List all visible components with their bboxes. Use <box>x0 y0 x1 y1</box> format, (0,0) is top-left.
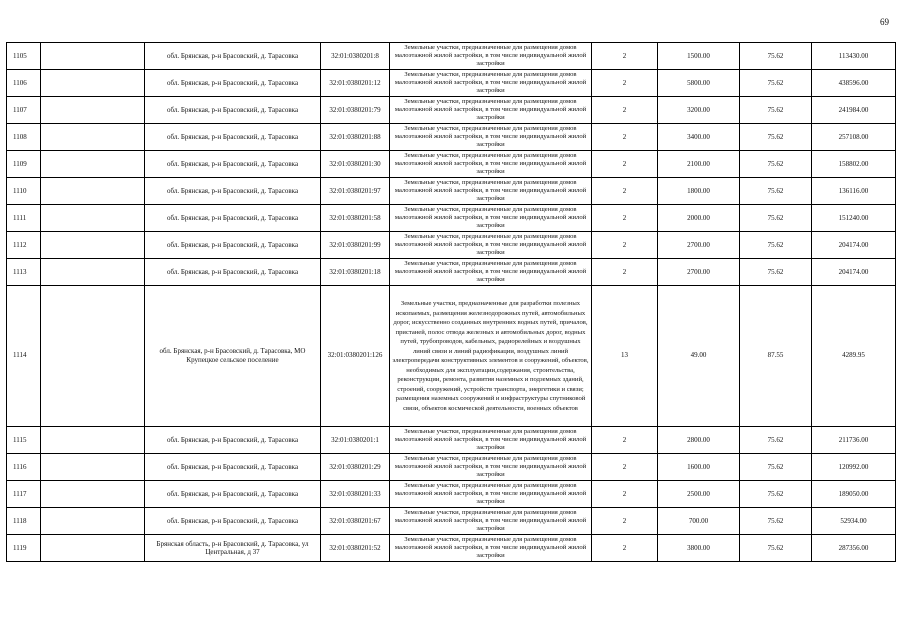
rate-cell: 75.62 <box>740 97 812 124</box>
table-row <box>7 43 896 70</box>
empty-cell <box>41 151 145 178</box>
address-cell: обл. Брянская, р-н Брасовский, д. Тарасовка <box>145 178 321 205</box>
table-row <box>7 178 896 205</box>
address-cell: обл. Брянская, р-н Брасовский, д. Тарасовка, МО Крупецкое сельское поселение <box>145 286 321 427</box>
registry-table <box>6 42 896 562</box>
group-cell: 2 <box>592 454 658 481</box>
group-cell: 2 <box>592 43 658 70</box>
area-cell: 2500.00 <box>658 481 740 508</box>
empty-cell <box>41 259 145 286</box>
area-cell: 3400.00 <box>658 124 740 151</box>
area-cell: 3200.00 <box>658 97 740 124</box>
row-number-cell: 1111 <box>7 205 41 232</box>
land-use-cell: Земельные участки, предназначенные для размещения домов малоэтажной жилой застройки, в том числе индивидуальной жилой застройки <box>390 454 592 481</box>
area-cell: 2800.00 <box>658 427 740 454</box>
address-cell: обл. Брянская, р-н Брасовский, д. Тарасовка <box>145 481 321 508</box>
group-cell: 2 <box>592 97 658 124</box>
empty-cell <box>41 454 145 481</box>
value-cell: 257108.00 <box>812 124 896 151</box>
value-cell: 151240.00 <box>812 205 896 232</box>
empty-cell <box>41 124 145 151</box>
empty-cell <box>41 43 145 70</box>
group-cell: 2 <box>592 124 658 151</box>
row-number-cell: 1110 <box>7 178 41 205</box>
rate-cell: 75.62 <box>740 124 812 151</box>
cadastral-number-cell: 32:01:0380201:18 <box>321 259 390 286</box>
empty-cell <box>41 481 145 508</box>
area-cell: 2700.00 <box>658 232 740 259</box>
table-row <box>7 454 896 481</box>
rate-cell: 75.62 <box>740 481 812 508</box>
value-cell: 438596.00 <box>812 70 896 97</box>
group-cell: 2 <box>592 481 658 508</box>
group-cell: 2 <box>592 205 658 232</box>
address-cell: обл. Брянская, р-н Брасовский, д. Тарасовка <box>145 508 321 535</box>
table-row <box>7 508 896 535</box>
table-row <box>7 97 896 124</box>
cadastral-number-cell: 32:01:0380201:29 <box>321 454 390 481</box>
cadastral-number-cell: 32:01:0380201:30 <box>321 151 390 178</box>
empty-cell <box>41 205 145 232</box>
rate-cell: 75.62 <box>740 178 812 205</box>
area-cell: 1800.00 <box>658 178 740 205</box>
table-row <box>7 427 896 454</box>
address-cell: обл. Брянская, р-н Брасовский, д. Тарасовка <box>145 97 321 124</box>
empty-cell <box>41 97 145 124</box>
table-row <box>7 286 896 427</box>
land-use-cell: Земельные участки, предназначенные для размещения домов малоэтажной жилой застройки, в том числе индивидуальной жилой застройки <box>390 205 592 232</box>
rate-cell: 75.62 <box>740 535 812 562</box>
table-row <box>7 232 896 259</box>
cadastral-number-cell: 32:01:0380201:99 <box>321 232 390 259</box>
empty-cell <box>41 70 145 97</box>
rate-cell: 75.62 <box>740 232 812 259</box>
rate-cell: 75.62 <box>740 205 812 232</box>
land-use-cell: Земельные участки, предназначенные для размещения домов малоэтажной жилой застройки, в том числе индивидуальной жилой застройки <box>390 427 592 454</box>
land-use-cell: Земельные участки, предназначенные для размещения домов малоэтажной жилой застройки, в том числе индивидуальной жилой застройки <box>390 70 592 97</box>
row-number-cell: 1118 <box>7 508 41 535</box>
address-cell: обл. Брянская, р-н Брасовский, д. Тарасовка <box>145 151 321 178</box>
row-number-cell: 1108 <box>7 124 41 151</box>
empty-cell <box>41 232 145 259</box>
land-use-cell: Земельные участки, предназначенные для разработки полезных ископаемых, размещения железнодорожных путей, автомобильных дорог, искусственно созданных внутренних водных путей, причалов, пристаней, полос отвода железных и автомобильных дорог, водных путей, трубопроводов, кабельных, радиорелейных и воздушных линий связи и линий радиофикации, воздушных линий электропередачи конструктивных элементов и сооружений, объектов, необходимых для эксплуатации,содержания, строительства, реконструкции, ремонта, развития наземных и подземных зданий, строений, сооружений, устройств транспорта, энергетики и связи; размещения наземных сооружений и инфраструктуры спутниковой связи, объектов космической деятельности, военных объектов <box>390 286 592 427</box>
address-cell: обл. Брянская, р-н Брасовский, д. Тарасовка <box>145 454 321 481</box>
group-cell: 2 <box>592 151 658 178</box>
empty-cell <box>41 535 145 562</box>
area-cell: 700.00 <box>658 508 740 535</box>
cadastral-number-cell: 32:01:0380201:8 <box>321 43 390 70</box>
rate-cell: 75.62 <box>740 70 812 97</box>
land-use-cell: Земельные участки, предназначенные для размещения домов малоэтажной жилой застройки, в том числе индивидуальной жилой застройки <box>390 178 592 205</box>
value-cell: 211736.00 <box>812 427 896 454</box>
value-cell: 204174.00 <box>812 232 896 259</box>
rate-cell: 75.62 <box>740 427 812 454</box>
area-cell: 3800.00 <box>658 535 740 562</box>
address-cell: обл. Брянская, р-н Брасовский, д. Тарасовка <box>145 70 321 97</box>
land-use-cell: Земельные участки, предназначенные для размещения домов малоэтажной жилой застройки, в том числе индивидуальной жилой застройки <box>390 259 592 286</box>
address-cell: обл. Брянская, р-н Брасовский, д. Тарасовка <box>145 43 321 70</box>
table-row <box>7 259 896 286</box>
area-cell: 1500.00 <box>658 43 740 70</box>
area-cell: 2100.00 <box>658 151 740 178</box>
cadastral-number-cell: 32:01:0380201:67 <box>321 508 390 535</box>
area-cell: 1600.00 <box>658 454 740 481</box>
group-cell: 13 <box>592 286 658 427</box>
row-number-cell: 1106 <box>7 70 41 97</box>
address-cell: обл. Брянская, р-н Брасовский, д. Тарасовка <box>145 232 321 259</box>
cadastral-number-cell: 32:01:0380201:58 <box>321 205 390 232</box>
value-cell: 158802.00 <box>812 151 896 178</box>
land-use-cell: Земельные участки, предназначенные для размещения домов малоэтажной жилой застройки, в том числе индивидуальной жилой застройки <box>390 535 592 562</box>
value-cell: 204174.00 <box>812 259 896 286</box>
cadastral-number-cell: 32:01:0380201:79 <box>321 97 390 124</box>
value-cell: 113430.00 <box>812 43 896 70</box>
value-cell: 287356.00 <box>812 535 896 562</box>
rate-cell: 75.62 <box>740 508 812 535</box>
table-row <box>7 535 896 562</box>
land-use-cell: Земельные участки, предназначенные для размещения домов малоэтажной жилой застройки, в том числе индивидуальной жилой застройки <box>390 97 592 124</box>
area-cell: 49.00 <box>658 286 740 427</box>
address-cell: обл. Брянская, р-н Брасовский, д. Тарасовка <box>145 427 321 454</box>
value-cell: 241984.00 <box>812 97 896 124</box>
row-number-cell: 1109 <box>7 151 41 178</box>
address-cell: Брянская область, р-н Брасовский, д. Тарасовка, ул Центральная, д 37 <box>145 535 321 562</box>
table-row <box>7 205 896 232</box>
value-cell: 136116.00 <box>812 178 896 205</box>
area-cell: 2700.00 <box>658 259 740 286</box>
cadastral-number-cell: 32:01:0380201:126 <box>321 286 390 427</box>
cadastral-number-cell: 32:01:0380201:97 <box>321 178 390 205</box>
rate-cell: 87.55 <box>740 286 812 427</box>
rate-cell: 75.62 <box>740 43 812 70</box>
land-use-cell: Земельные участки, предназначенные для размещения домов малоэтажной жилой застройки, в том числе индивидуальной жилой застройки <box>390 481 592 508</box>
empty-cell <box>41 286 145 427</box>
value-cell: 4289.95 <box>812 286 896 427</box>
cadastral-number-cell: 32:01:0380201:88 <box>321 124 390 151</box>
land-use-cell: Земельные участки, предназначенные для размещения домов малоэтажной жилой застройки, в том числе индивидуальной жилой застройки <box>390 508 592 535</box>
land-use-cell: Земельные участки, предназначенные для размещения домов малоэтажной жилой застройки, в том числе индивидуальной жилой застройки <box>390 124 592 151</box>
row-number-cell: 1117 <box>7 481 41 508</box>
page-number: 69 <box>880 17 889 27</box>
cadastral-number-cell: 32:01:0380201:52 <box>321 535 390 562</box>
row-number-cell: 1107 <box>7 97 41 124</box>
row-number-cell: 1114 <box>7 286 41 427</box>
row-number-cell: 1112 <box>7 232 41 259</box>
group-cell: 2 <box>592 535 658 562</box>
cadastral-number-cell: 32:01:0380201:33 <box>321 481 390 508</box>
cadastral-number-cell: 32:01:0380201:12 <box>321 70 390 97</box>
row-number-cell: 1113 <box>7 259 41 286</box>
row-number-cell: 1119 <box>7 535 41 562</box>
value-cell: 120992.00 <box>812 454 896 481</box>
table-row <box>7 70 896 97</box>
table-row <box>7 481 896 508</box>
table-row <box>7 151 896 178</box>
group-cell: 2 <box>592 508 658 535</box>
address-cell: обл. Брянская, р-н Брасовский, д. Тарасовка <box>145 205 321 232</box>
land-use-cell: Земельные участки, предназначенные для размещения домов малоэтажной жилой застройки, в том числе индивидуальной жилой застройки <box>390 232 592 259</box>
rate-cell: 75.62 <box>740 454 812 481</box>
group-cell: 2 <box>592 70 658 97</box>
row-number-cell: 1115 <box>7 427 41 454</box>
rate-cell: 75.62 <box>740 259 812 286</box>
empty-cell <box>41 427 145 454</box>
address-cell: обл. Брянская, р-н Брасовский, д. Тарасовка <box>145 124 321 151</box>
empty-cell <box>41 508 145 535</box>
group-cell: 2 <box>592 259 658 286</box>
value-cell: 52934.00 <box>812 508 896 535</box>
group-cell: 2 <box>592 232 658 259</box>
registry-body <box>7 43 896 562</box>
rate-cell: 75.62 <box>740 151 812 178</box>
group-cell: 2 <box>592 427 658 454</box>
land-use-cell: Земельные участки, предназначенные для размещения домов малоэтажной жилой застройки, в том числе индивидуальной жилой застройки <box>390 151 592 178</box>
group-cell: 2 <box>592 178 658 205</box>
address-cell: обл. Брянская, р-н Брасовский, д. Тарасовка <box>145 259 321 286</box>
table-row <box>7 124 896 151</box>
row-number-cell: 1105 <box>7 43 41 70</box>
area-cell: 5800.00 <box>658 70 740 97</box>
land-use-cell: Земельные участки, предназначенные для размещения домов малоэтажной жилой застройки, в том числе индивидуальной жилой застройки <box>390 43 592 70</box>
empty-cell <box>41 178 145 205</box>
cadastral-number-cell: 32:01:0380201:1 <box>321 427 390 454</box>
row-number-cell: 1116 <box>7 454 41 481</box>
area-cell: 2000.00 <box>658 205 740 232</box>
value-cell: 189050.00 <box>812 481 896 508</box>
